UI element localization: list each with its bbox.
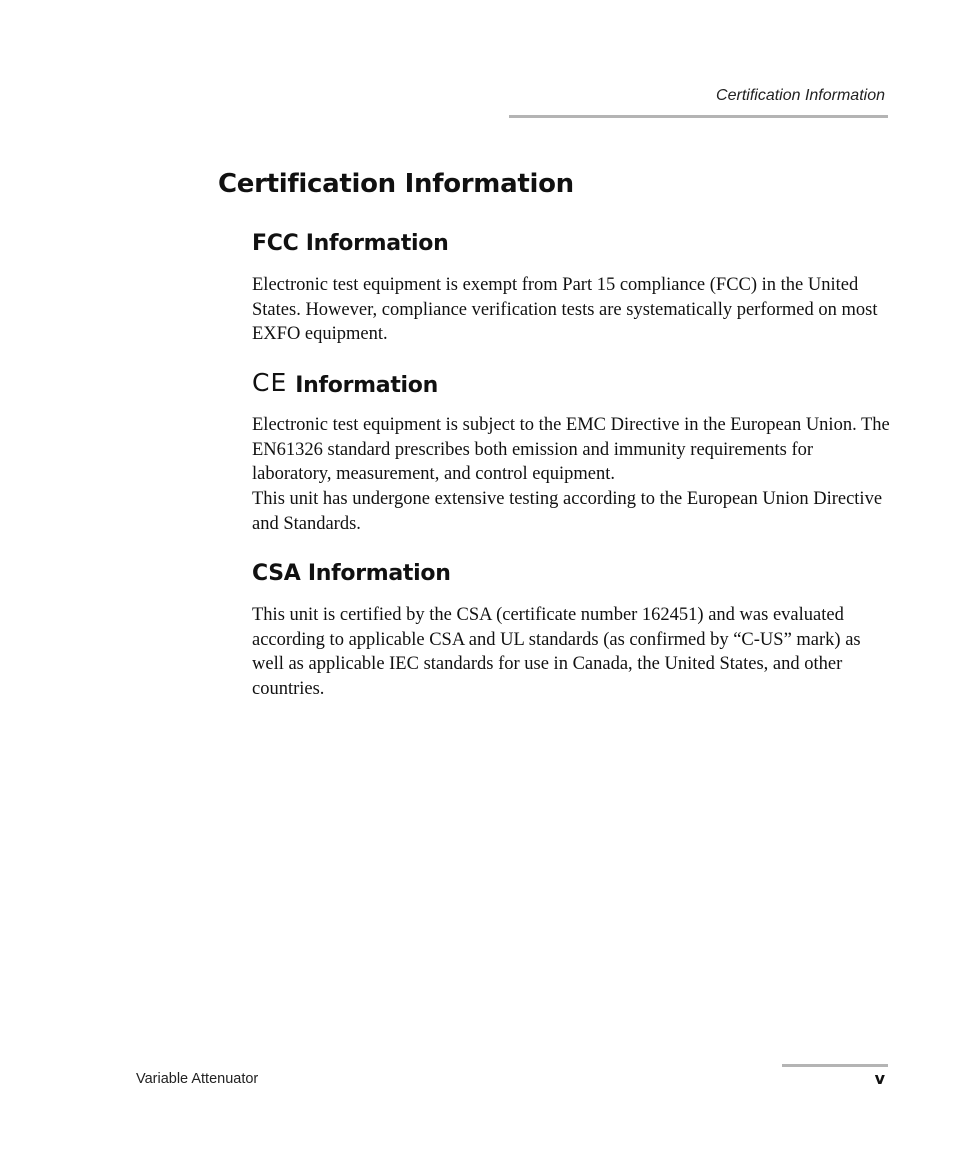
footer-rule [782,1064,888,1067]
csa-heading-text: CSA Information [252,561,451,586]
page-number: v [874,1069,885,1088]
header-rule [509,115,888,118]
ce-paragraph-1: Electronic test equipment is subject to the EMC Directive in the European Union. The EN61326 standard prescribes both emission and immunity requirements for laboratory, measurement, and control equipment. [252,415,890,485]
fcc-heading [252,231,448,256]
fcc-heading-text: FCC Information [252,231,449,256]
running-header: Certification Information [716,87,885,104]
chapter-title: Certification Information [218,169,574,199]
ce-mark-icon: CE [252,368,288,397]
csa-heading [252,561,451,586]
fcc-paragraph: Electronic test equipment is exempt from Part 15 compliance (FCC) in the United States. However, compliance verification tests are systematically performed on most EXFO equipment. [252,275,878,345]
ce-heading-text: Information [295,373,438,398]
csa-paragraph: This unit is certified by the CSA (certificate number 162451) and was evaluated according to applicable CSA and UL standards (as confirmed by “C-US” mark) as well as applicable IEC standards for use in Canada, the United States, and other countries. [252,605,861,699]
ce-heading [252,368,438,400]
footer-product-name: Variable Attenuator [136,1071,259,1087]
ce-paragraph-2: This unit has undergone extensive testing according to the European Union Directive and Standards. [252,489,883,534]
